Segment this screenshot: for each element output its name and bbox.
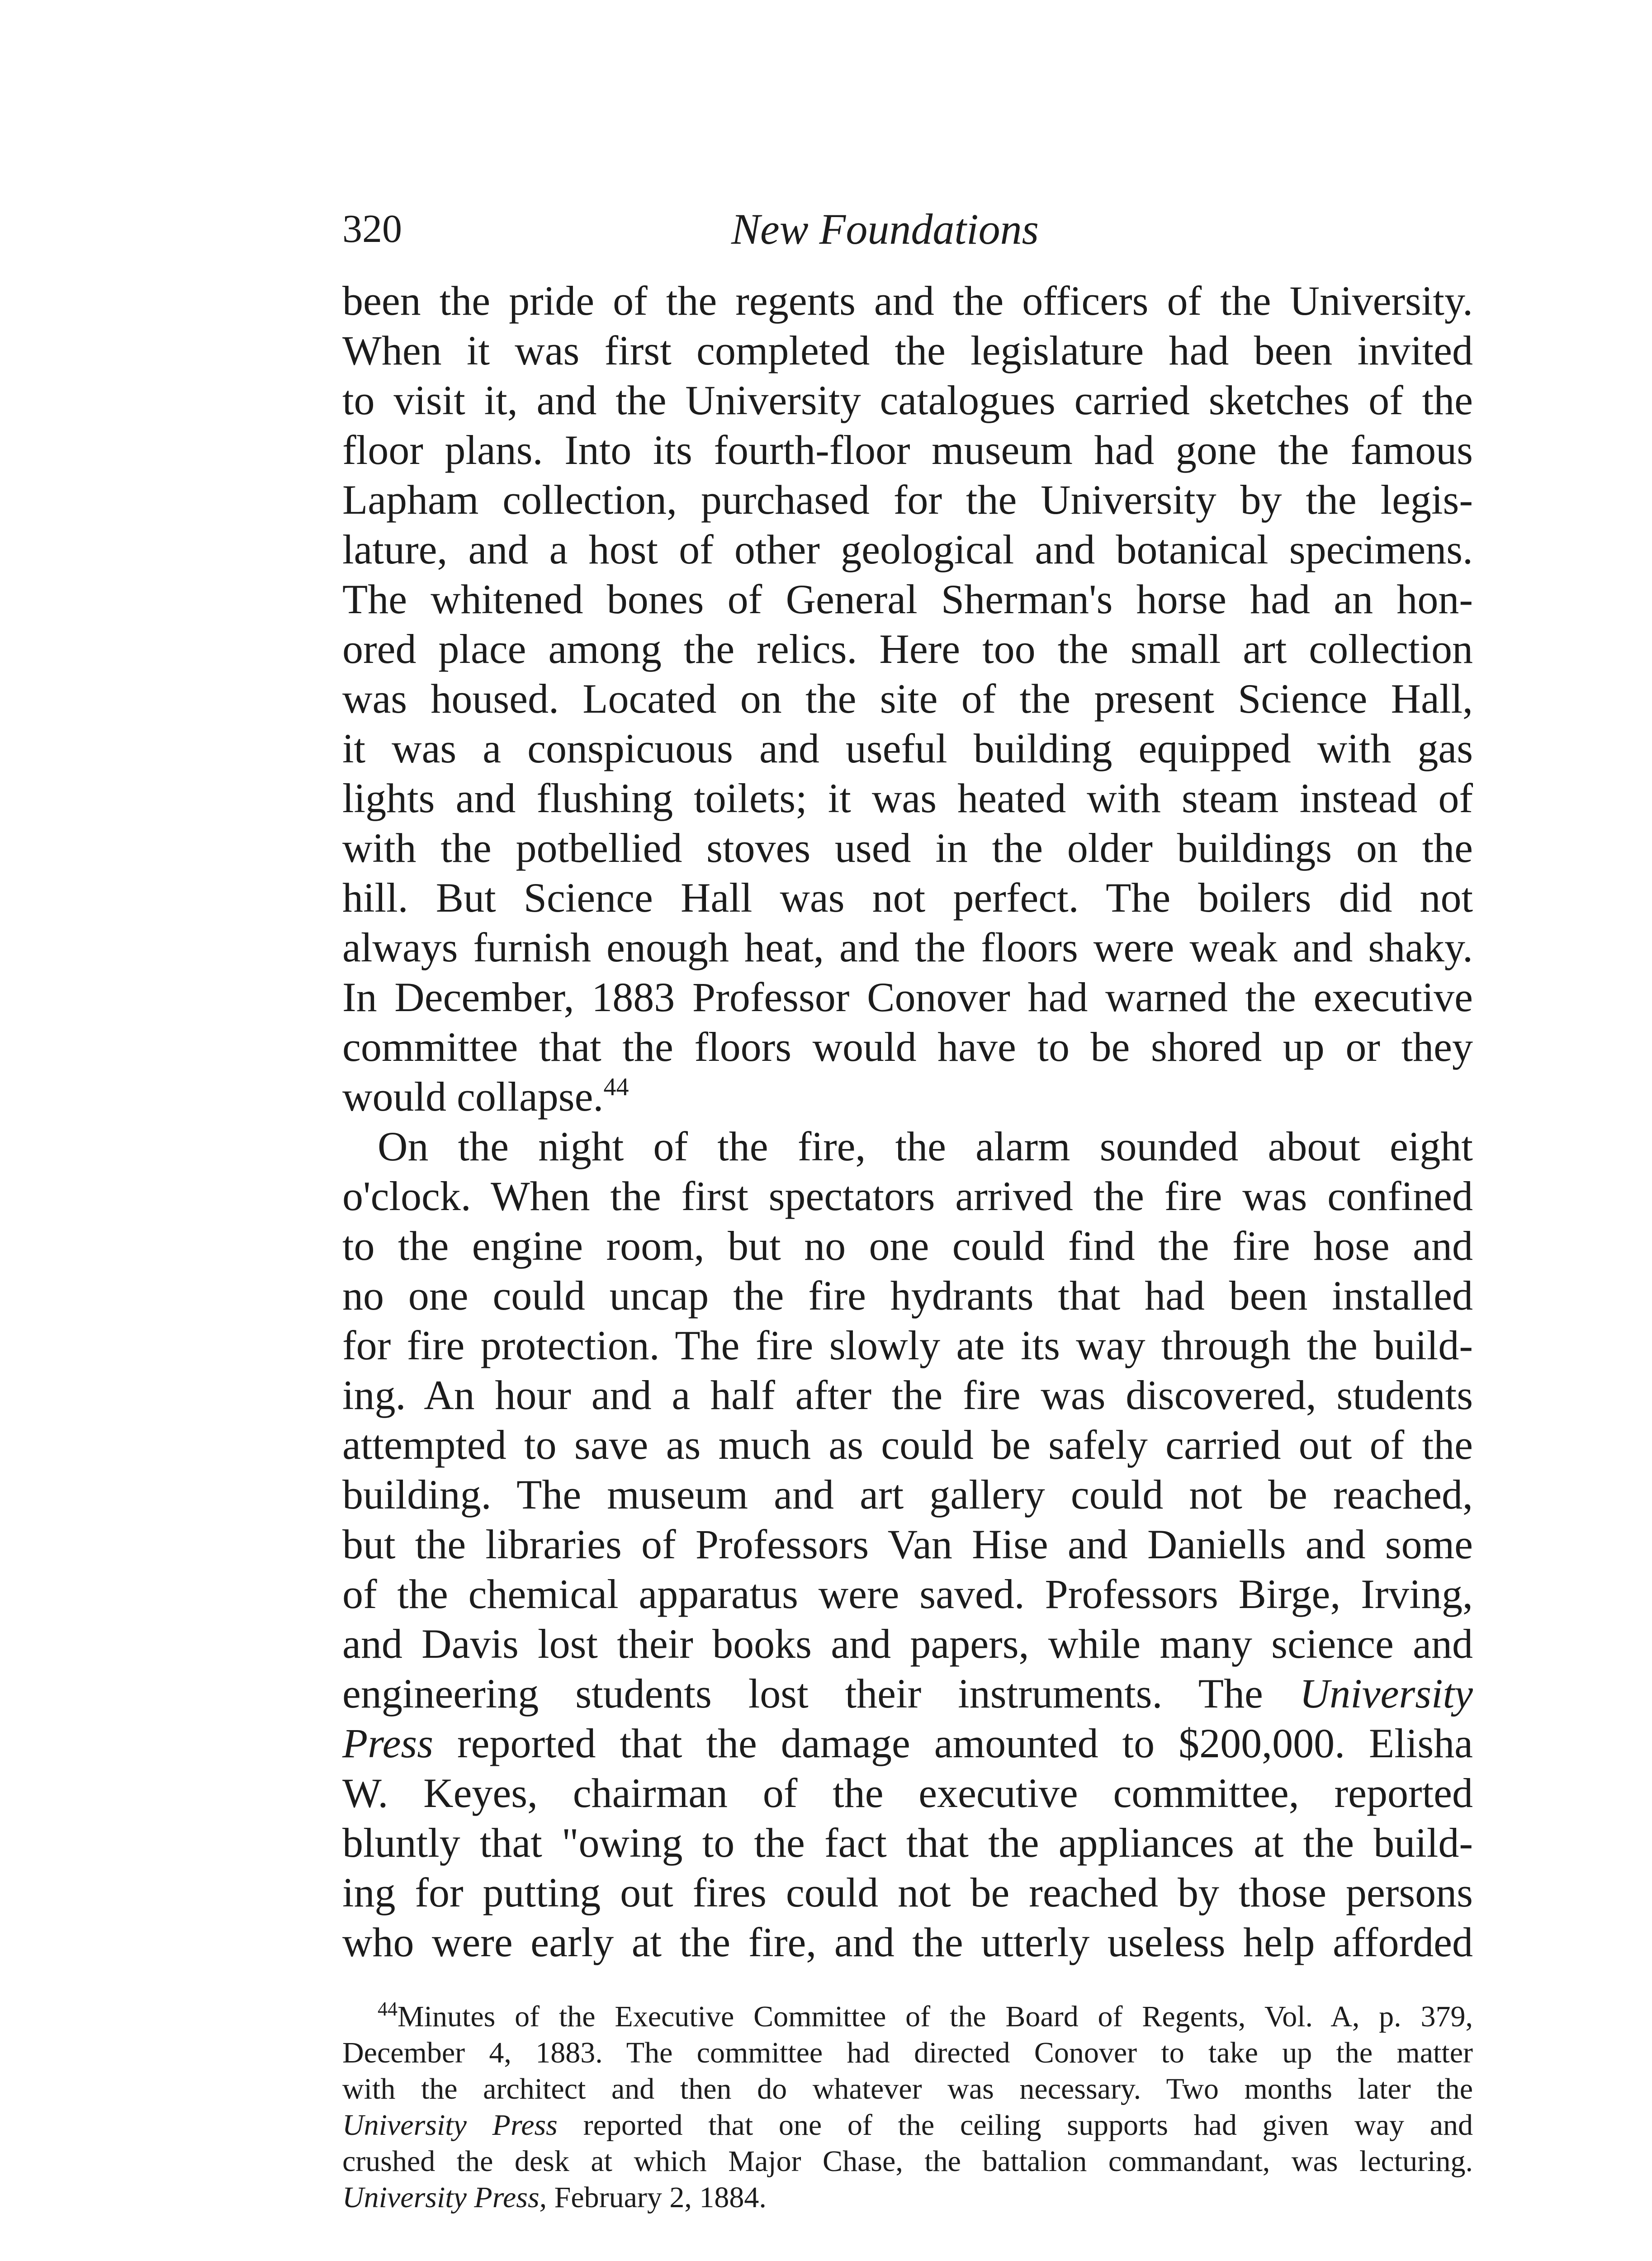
italic-title: University <box>1299 1670 1473 1717</box>
footnote-marker: 44 <box>378 1998 398 2020</box>
text-line: When it was first completed the legislature had been invited <box>342 327 1473 374</box>
footnote-line: crushed the desk at which Major Chase, the battalion commandant, was lecturing. <box>342 2145 1473 2178</box>
text-line: o'clock. When the first spectators arrived the fire was confined <box>342 1173 1473 1219</box>
footnote-reference: 44 <box>603 1073 629 1101</box>
italic-title: University Press <box>342 2109 558 2142</box>
text-line: been the pride of the regents and the officers of the University. <box>342 278 1473 324</box>
body-text <box>342 276 1473 1967</box>
text-line: no one could uncap the fire hydrants that had been installed <box>342 1272 1473 1319</box>
text-fragment: reported that the damage amounted to $200,000. Elisha <box>457 1720 1473 1766</box>
text-line <box>342 1072 1473 1121</box>
text-line: lights and flushing toilets; it was heated with steam instead of <box>342 775 1473 821</box>
text-line: for fire protection. The fire slowly ate its way through the build- <box>342 1322 1473 1368</box>
italic-title: University Press, <box>342 2181 547 2214</box>
text-line: lature, and a host of other geological and botanical specimens. <box>342 526 1473 572</box>
text-line <box>342 1718 1473 1768</box>
paragraph-start-line: On the night of the fire, the alarm sounded about eight <box>378 1123 1473 1169</box>
page-number: 320 <box>342 207 402 251</box>
text-line: hill. But Science Hall was not perfect. The boilers did not <box>342 875 1473 921</box>
text-line: with the potbellied stoves used in the older buildings on the <box>342 825 1473 871</box>
text-line: attempted to save as much as could be safely carried out of the <box>342 1422 1473 1468</box>
text-line: The whitened bones of General Sherman's horse had an hon- <box>342 576 1473 622</box>
footnote-line: with the architect and then do whatever was necessary. Two months later the <box>342 2072 1473 2105</box>
text-line: to the engine room, but no one could find the fire hose and <box>342 1223 1473 1269</box>
text-line: In December, 1883 Professor Conover had warned the executive <box>342 974 1473 1020</box>
text-fragment: engineering students lost their instruments. The <box>342 1670 1263 1717</box>
text-line: always furnish enough heat, and the floors were weak and shaky. <box>342 924 1473 970</box>
footnote-line: December 4, 1883. The committee had directed Conover to take up the matter <box>342 2036 1473 2069</box>
text-line: of the chemical apparatus were saved. Professors Birge, Irving, <box>342 1571 1473 1617</box>
text-line: and Davis lost their books and papers, while many science and <box>342 1621 1473 1667</box>
text-line: Lapham collection, purchased for the University by the legis- <box>342 477 1473 523</box>
text-line: ored place among the relics. Here too the small art collection <box>342 626 1473 672</box>
page-header <box>342 204 1473 272</box>
text-line: W. Keyes, chairman of the executive committee, reported <box>342 1770 1473 1816</box>
text-fragment: would collapse. <box>342 1074 604 1120</box>
text-line: bluntly that "owing to the fact that the appliances at the build- <box>342 1820 1473 1866</box>
footnote <box>342 1999 1473 2216</box>
text-line: floor plans. Into its fourth-floor museum had gone the famous <box>342 427 1473 473</box>
text-line: ing for putting out fires could not be reached by those persons <box>342 1869 1473 1916</box>
footnote-line <box>342 2180 1473 2216</box>
text-line: building. The museum and art gallery could not be reached, <box>342 1471 1473 1518</box>
italic-title: Press <box>342 1720 434 1766</box>
footnote-line <box>342 2107 1473 2143</box>
text-line <box>342 1669 1473 1718</box>
text-line: ing. An hour and a half after the fire was discovered, students <box>342 1372 1473 1418</box>
text-line: was housed. Located on the site of the present Science Hall, <box>342 676 1473 722</box>
text-line: who were early at the fire, and the utterly useless help afforded <box>342 1919 1473 1965</box>
text-line: committee that the floors would have to be shored up or they <box>342 1024 1473 1070</box>
text-line: but the libraries of Professors Van Hise and Daniells and some <box>342 1521 1473 1567</box>
text-fragment: February 2, 1884. <box>554 2181 767 2214</box>
text-fragment: reported that one of the ceiling supports had given way and <box>583 2109 1473 2142</box>
footnote-line <box>342 1999 1473 2035</box>
text-line: it was a conspicuous and useful building equipped with gas <box>342 725 1473 771</box>
running-head: New Foundations <box>731 205 1039 253</box>
text-fragment: Minutes of the Executive Committee of the Board of Regents, Vol. A, p. 379, <box>398 2000 1473 2033</box>
text-line: to visit it, and the University catalogues carried sketches of the <box>342 377 1473 423</box>
